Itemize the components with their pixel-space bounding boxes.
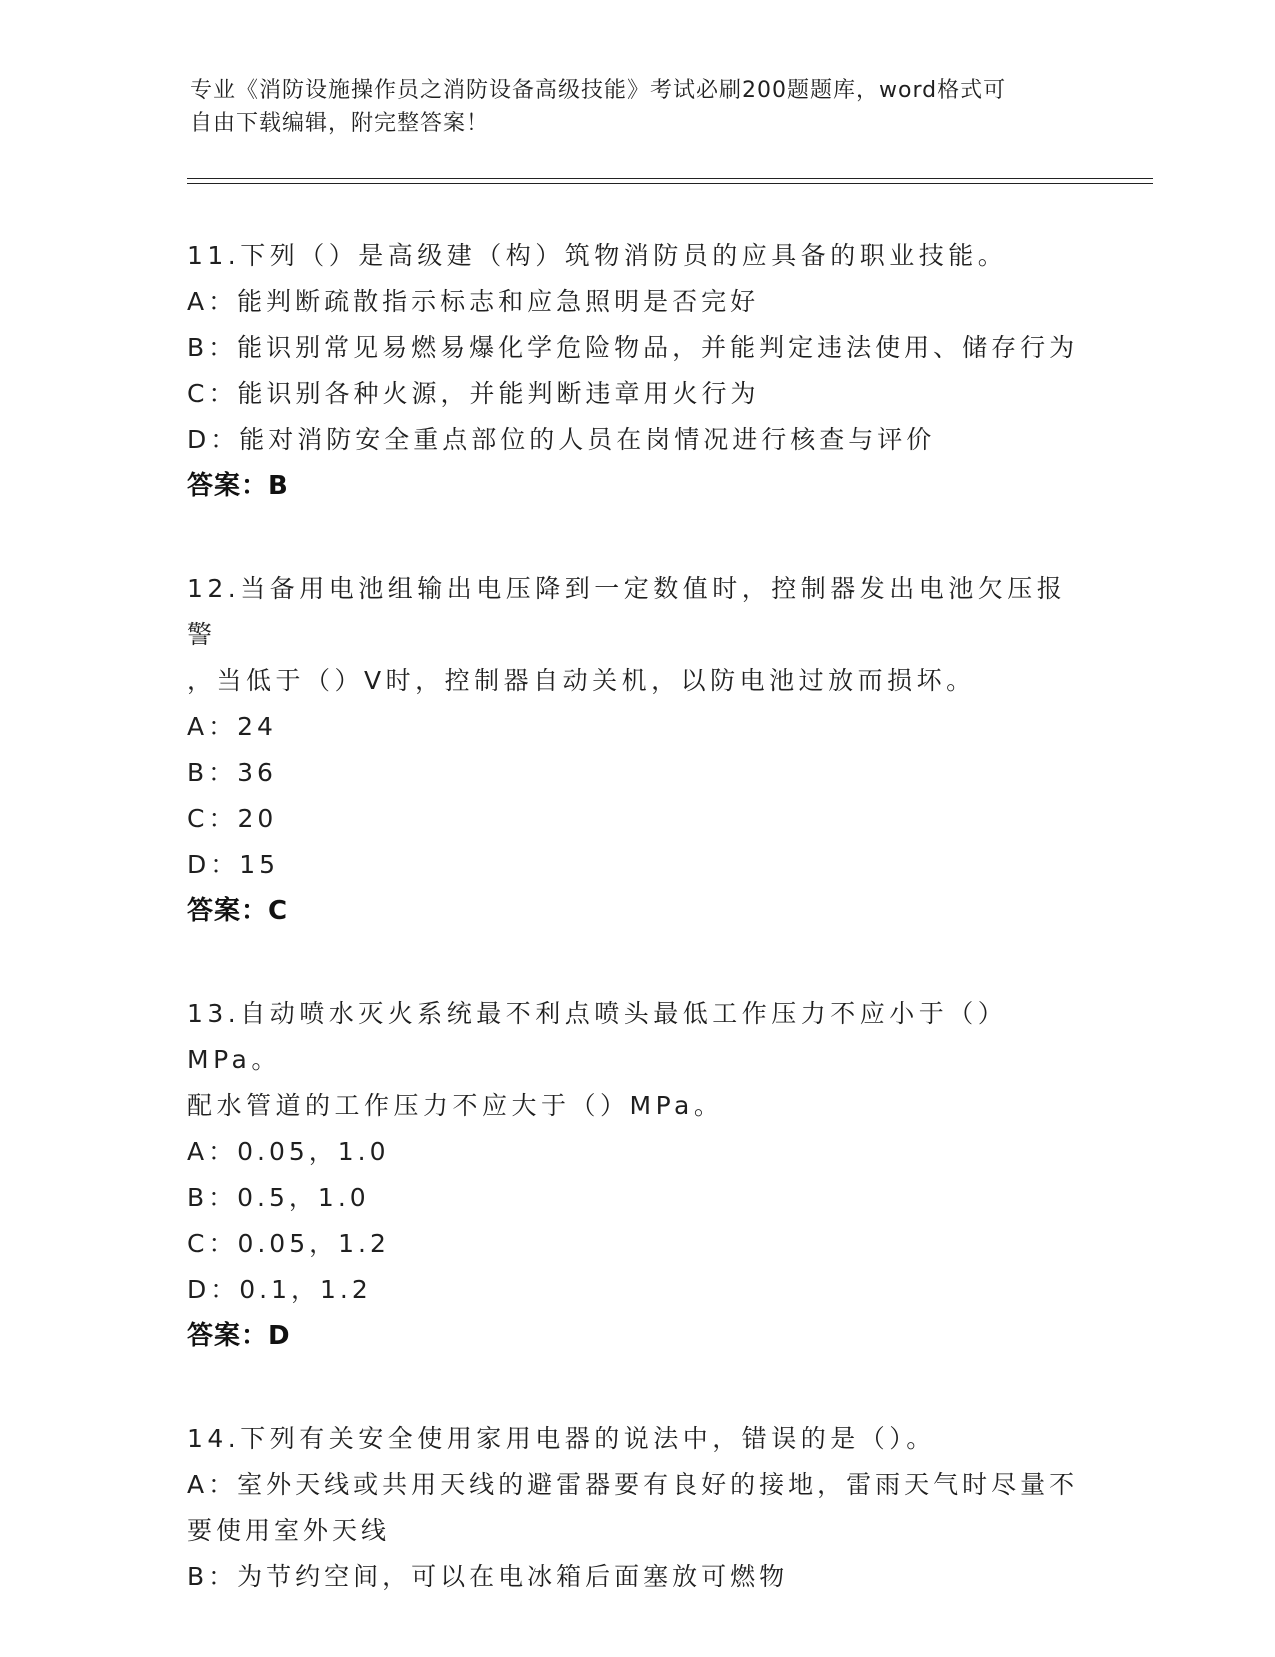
option-c: C：20 <box>187 804 278 833</box>
header-divider-top <box>187 178 1153 179</box>
answer-label: 答案：B <box>187 471 289 501</box>
question-11 <box>187 233 1087 509</box>
question-list <box>187 233 1087 1657</box>
question-stem-continued: 配水管道的工作压力不应大于（）MPa。 <box>187 1091 724 1120</box>
question-stem: 11.下列（）是高级建（构）筑物消防员的应具备的职业技能。 <box>187 241 1008 270</box>
option-a: A：0.05，1.0 <box>187 1137 390 1166</box>
question-stem-continued: ，当低于（）V时，控制器自动关机，以防电池过放而损坏。 <box>187 666 976 695</box>
header-line-2: 自由下载编辑，附完整答案！ <box>190 111 490 136</box>
option-a: A：24 <box>187 712 277 741</box>
option-b: B：36 <box>187 758 277 787</box>
answer-label: 答案：C <box>187 896 289 926</box>
header-divider-bottom <box>187 183 1153 184</box>
question-stem: 12.当备用电池组输出电压降到一定数值时，控制器发出电池欠压报警 <box>187 574 1067 649</box>
option-a: A：能判断疏散指示标志和应急照明是否完好 <box>187 287 760 316</box>
question-stem: 13.自动喷水灭火系统最不利点喷头最低工作压力不应小于（）MPa。 <box>187 999 1008 1074</box>
option-d: D：能对消防安全重点部位的人员在岗情况进行核查与评价 <box>187 425 936 454</box>
option-c: C：能识别各种火源，并能判断违章用火行为 <box>187 379 760 408</box>
question-12 <box>187 566 1087 934</box>
document-header <box>190 74 1070 140</box>
option-d: D：0.1，1.2 <box>187 1275 372 1304</box>
answer-label: 答案：D <box>187 1321 291 1351</box>
header-line-1: 专业《消防设施操作员之消防设备高级技能》考试必刷200题题库，word格式可 <box>190 78 1007 103</box>
option-b: B：为节约空间，可以在电冰箱后面塞放可燃物 <box>187 1562 789 1591</box>
option-a-continued: 要使用室外天线 <box>187 1516 391 1545</box>
question-14 <box>187 1416 1087 1600</box>
question-13 <box>187 991 1087 1359</box>
option-a: A：室外天线或共用天线的避雷器要有良好的接地，雷雨天气时尽量不 <box>187 1470 1079 1499</box>
option-c: C：0.05，1.2 <box>187 1229 390 1258</box>
option-d: D：15 <box>187 850 280 879</box>
option-b: B：0.5，1.0 <box>187 1183 370 1212</box>
option-b: B：能识别常见易燃易爆化学危险物品，并能判定违法使用、储存行为 <box>187 333 1079 362</box>
question-stem: 14.下列有关安全使用家用电器的说法中，错误的是（）。 <box>187 1424 936 1453</box>
